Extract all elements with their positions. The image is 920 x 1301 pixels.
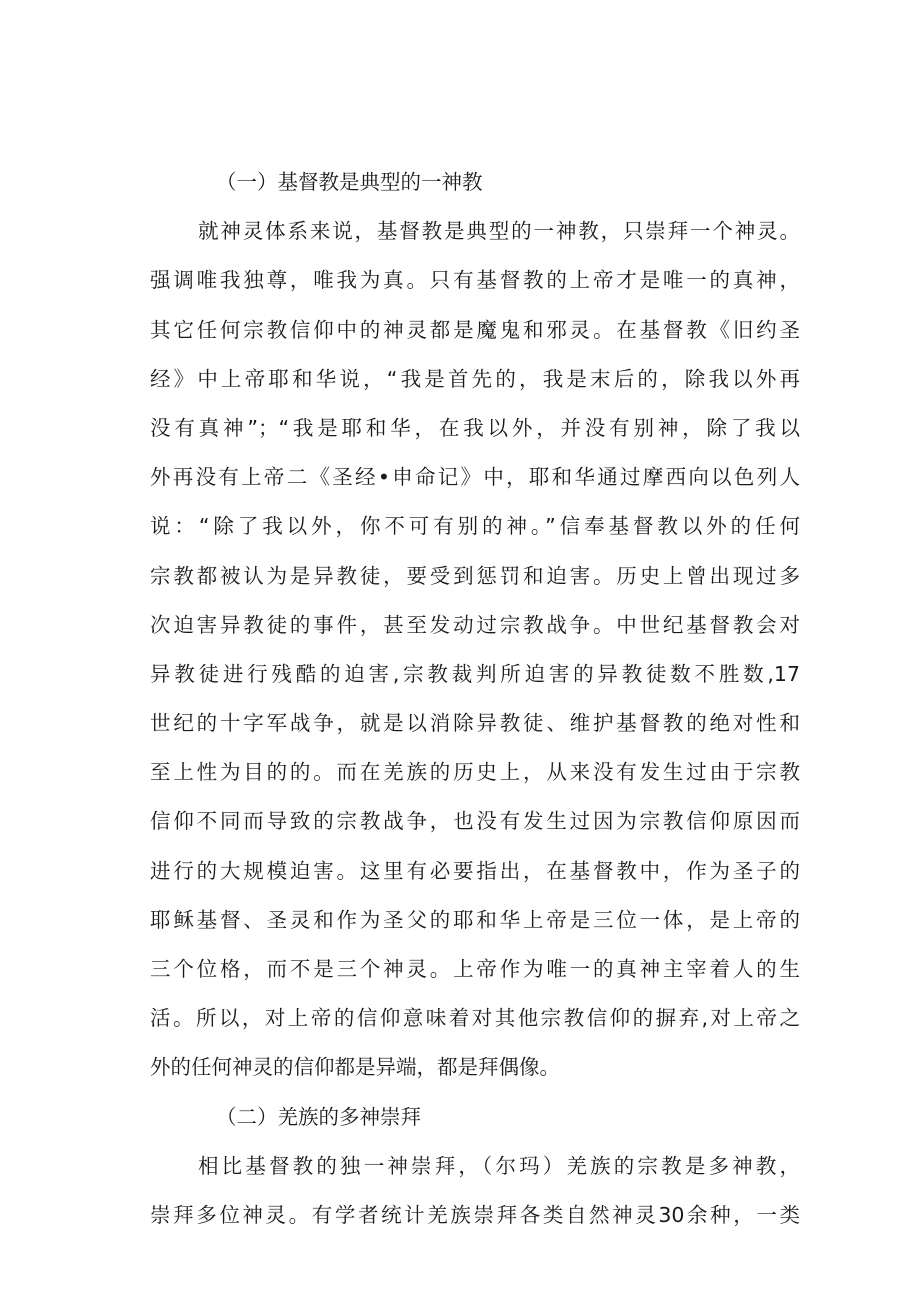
paragraph-line: 说：“除了我以外，你不可有别的神。”信奉基督教以外的任何 (150, 514, 800, 539)
paragraph-line: 强调唯我独尊，唯我为真。只有基督教的上帝才是唯一的真神， (150, 268, 800, 293)
paragraph-line: 经》中上帝耶和华说，“我是首先的，我是末后的，除我以外再 (150, 366, 800, 391)
paragraph-line: 进行的大规模迫害。这里有必要指出，在基督教中，作为圣子的 (150, 858, 800, 883)
paragraph-line: 异教徒进行残酷的迫害,宗教裁判所迫害的异教徒数不胜数,17 (150, 661, 800, 686)
paragraph-line: 外的任何神灵的信仰都是异端，都是拜偶像。 (150, 1055, 560, 1080)
paragraph-line: 相比基督教的独一神崇拜，（尔玛）羌族的宗教是多神教， (198, 1153, 800, 1178)
paragraph-line: 其它任何宗教信仰中的神灵都是魔鬼和邪灵。在基督教《旧约圣 (150, 317, 800, 342)
paragraph-line: 宗教都被认为是异教徒，要受到惩罚和迫害。历史上曾出现过多 (150, 563, 800, 588)
paragraph-line: 次迫害异教徒的事件，甚至发动过宗教战争。中世纪基督教会对 (150, 612, 800, 637)
paragraph-line: 活。所以，对上帝的信仰意味着对其他宗教信仰的摒弃,对上帝之 (150, 1006, 800, 1031)
paragraph-line: 三个位格，而不是三个神灵。上帝作为唯一的真神主宰着人的生 (150, 957, 800, 981)
section-heading-2: （二）羌族的多神崇拜 (216, 1104, 421, 1129)
paragraph-line: 崇拜多位神灵。有学者统计羌族崇拜各类自然神灵30余种，一类 (150, 1202, 800, 1227)
paragraph-line: 就神灵体系来说，基督教是典型的一神教，只崇拜一个神灵。 (198, 219, 800, 244)
paragraph-line: 耶稣基督、圣灵和作为圣父的耶和华上帝是三位一体，是上帝的 (150, 907, 800, 932)
section-heading-1: （一）基督教是典型的一神教 (216, 170, 483, 194)
paragraph-line: 信仰不同而导致的宗教战争，也没有发生过因为宗教信仰原因而 (150, 809, 800, 834)
paragraph-line: 外再没有上帝二《圣经•申命记》中，耶和华通过摩西向以色列人 (150, 465, 800, 490)
document-body (150, 158, 800, 1240)
paragraph-line: 世纪的十字军战争，就是以消除异教徒、维护基督教的绝对性和 (150, 711, 800, 736)
paragraph-line: 没有真神”；“我是耶和华，在我以外，并没有别神，除了我以 (150, 415, 800, 440)
paragraph-line: 至上性为目的的。而在羌族的历史上，从来没有发生过由于宗教 (150, 760, 800, 785)
